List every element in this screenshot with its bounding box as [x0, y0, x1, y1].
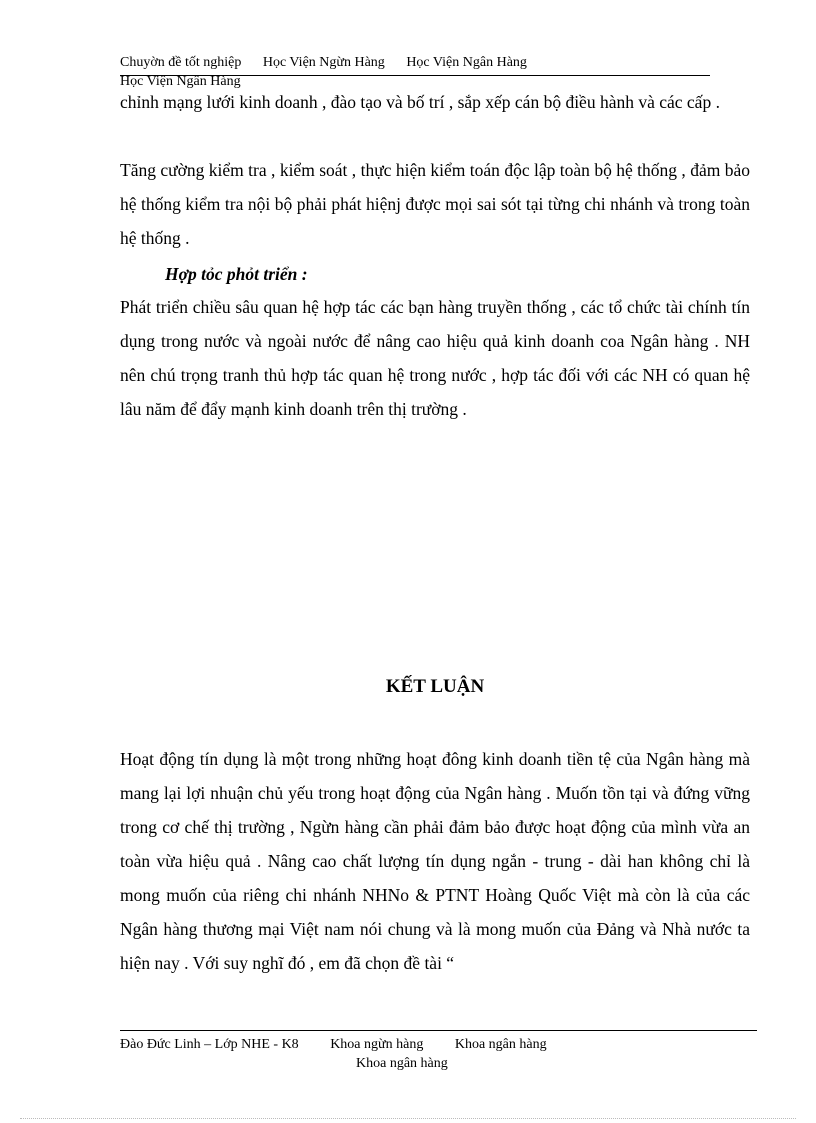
page-bottom-divider	[20, 1118, 796, 1119]
page-header	[120, 54, 545, 72]
header-institution: Học Viện Ngừn Hàng	[262, 55, 385, 70]
footer-faculty: Khoa ngừn hàng	[330, 1037, 424, 1052]
conclusion-title: KẾT LUẬN	[385, 676, 485, 697]
section-heading-cooperation: Hợp tỏc phỏt triển :	[165, 264, 308, 284]
paragraph-inspection: Tăng cường kiểm tra , kiểm soát , thực hiện kiểm toán độc lập toàn bộ hệ thống , đảm bảo hệ thống kiểm tra nội bộ phải phát hiệnj được mọi sai sót tại từng chi nhánh và trong toàn hệ thống .	[120, 160, 750, 248]
header-institution-alt: Học Viện Ngân Hàng	[406, 55, 527, 70]
page-footer	[120, 1036, 575, 1054]
paragraph-network: chỉnh mạng lưới kinh doanh , đào tạo và bố trí , sắp xếp cán bộ điều hành và các cấp .	[120, 92, 720, 112]
header-second-line: Học Viện Ngân Hàng	[120, 74, 241, 89]
footer-second-line: Khoa ngân hàng	[356, 1056, 448, 1071]
conclusion-paragraph: Hoạt động tín dụng là một trong những hoạt đông kinh doanh tiền tệ của Ngân hàng mà mang lại lợi nhuận chủ yếu trong hoạt động của Ngân hàng . Muốn tồn tại và đứng vững trong cơ chế thị trường , Ngừn hàng cần phải đảm bảo được hoạt động của mình vừa an toàn vừa hiệu quả . Nâng cao chất lượng tín dụng ngắn - trung - dài han không chỉ là mong muốn của riêng chi nhánh NHNo & PTNT Hoàng Quốc Việt mà còn là của các Ngân hàng thương mại Việt nam nói chung và là mong muốn của Đảng và Nhà nước ta hiện nay . Với suy nghĩ đó , em đã chọn đề tài “	[120, 749, 750, 973]
footer-rule	[120, 1030, 757, 1031]
footer-faculty-alt: Khoa ngân hàng	[454, 1037, 547, 1052]
paragraph-cooperation: Phát triển chiều sâu quan hệ hợp tác các bạn hàng truyền thống , các tổ chức tài chính tín dụng trong nước và ngoài nước để nâng cao hiệu quả kinh doanh coa Ngân hàng . NH nên chú trọng tranh thủ hợp tác quan hệ trong nước , hợp tác đối với các NH có quan hệ lâu năm để đẩy mạnh kinh doanh trên thị trường .	[120, 297, 750, 419]
header-doc-title: Chuyờn đề tốt nghiệp	[120, 55, 242, 70]
footer-author: Đào Đức Linh – Lớp NHE - K8	[120, 1037, 299, 1052]
